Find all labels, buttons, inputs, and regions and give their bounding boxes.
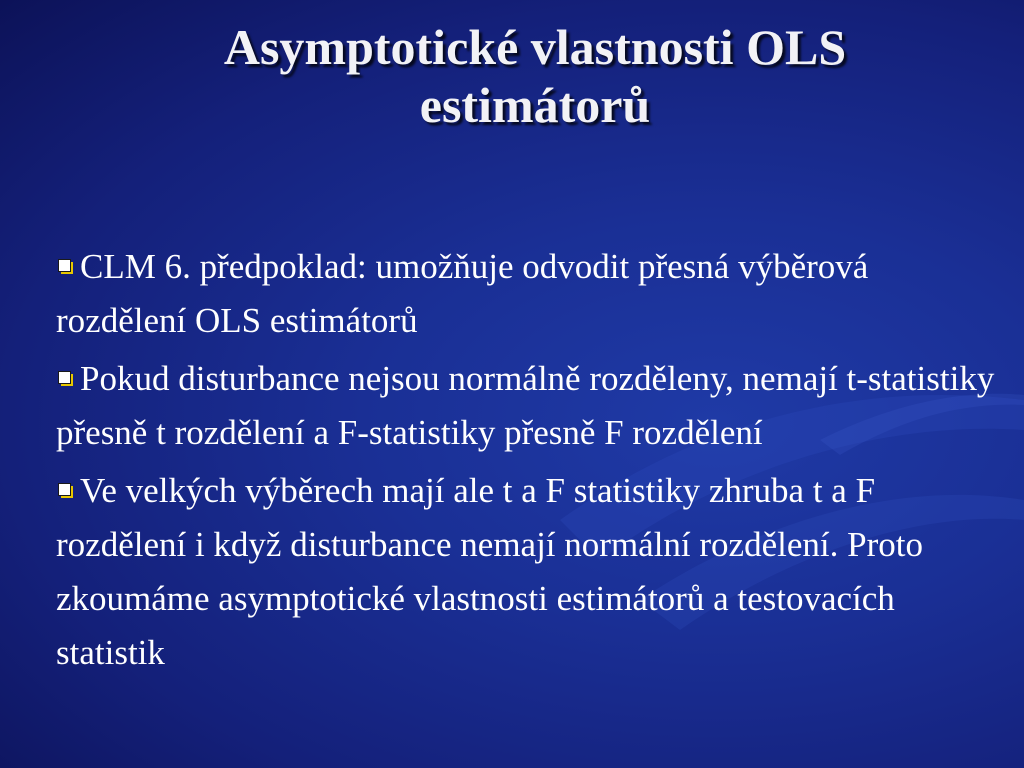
bullet-item-2 [56, 352, 996, 460]
slide-title-line-1: Asymptotické vlastnosti OLS [223, 19, 847, 75]
bullet-text-1: CLM 6. předpoklad: umožňuje odvodit přesná výběrová rozdělení OLS estimátorů [56, 247, 869, 340]
bullet-text-3: Ve velkých výběrech mají ale t a F statistiky zhruba t a F rozdělení i když disturbance nemají normální rozdělení. Proto zkoumáme asymptotické vlastnosti estimátorů a testovacích statistik [56, 471, 923, 672]
checkbox-square-icon [56, 369, 74, 387]
checkbox-square-icon [56, 481, 74, 499]
checkbox-square-icon [56, 257, 74, 275]
bullet-text-2: Pokud disturbance nejsou normálně rozděleny, nemají t-statistiky přesně t rozdělení a F-statistiky přesně F rozdělení [56, 359, 995, 452]
slide-title-line-2: estimátorů [419, 77, 651, 133]
bullet-list [56, 240, 996, 684]
bullet-item-3 [56, 464, 996, 680]
bullet-item-1 [56, 240, 996, 348]
slide-title [60, 18, 1010, 134]
